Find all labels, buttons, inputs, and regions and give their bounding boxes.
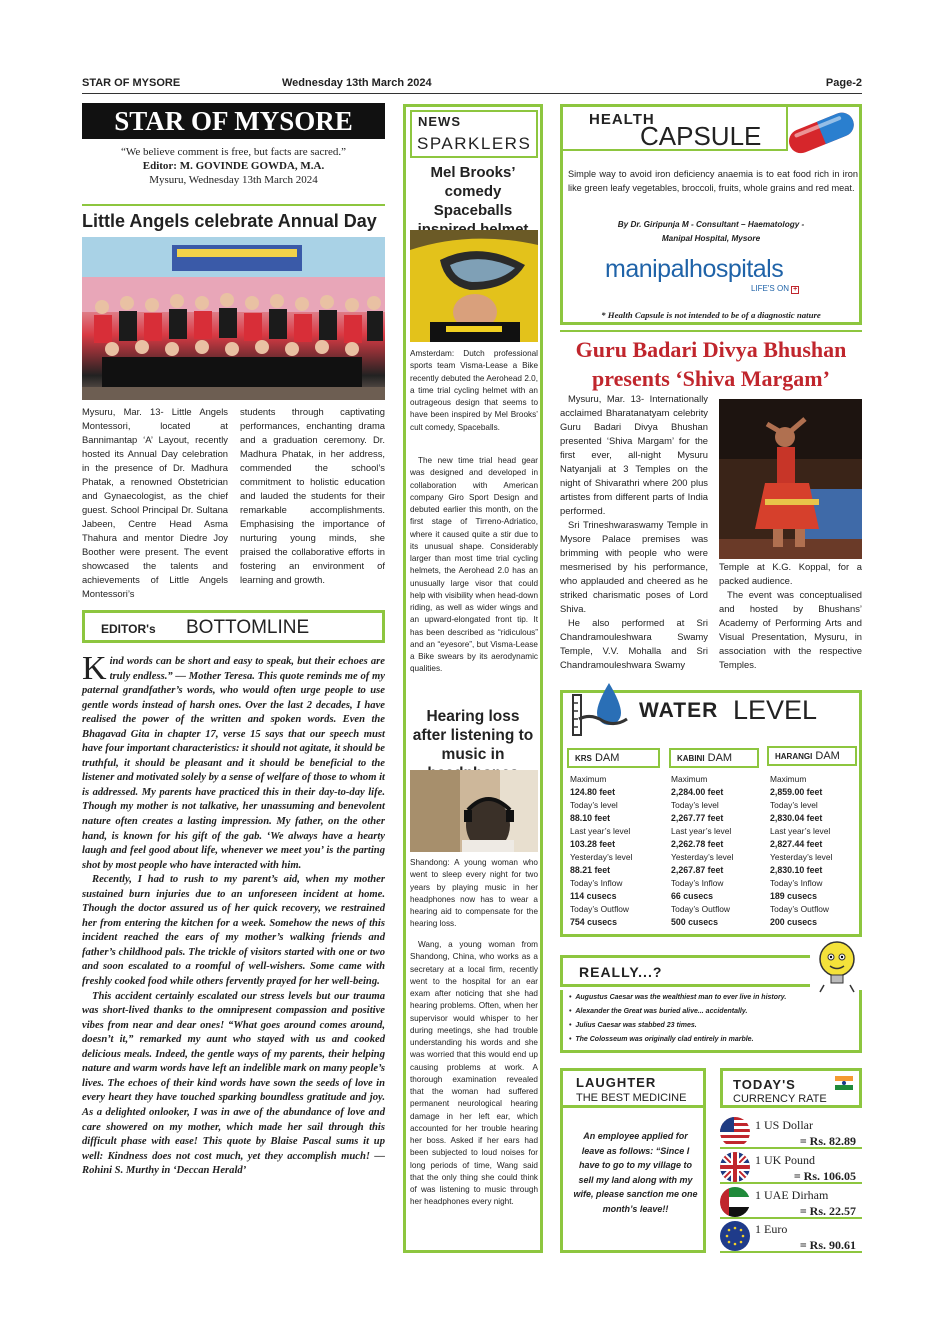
harangi-key: Today’s Inflow <box>770 878 823 888</box>
masthead-motto: “We believe comment is free, but facts are sacred.” <box>120 146 347 158</box>
bottomline-paragraph-1: ind words can be short and easy to speak, but their echoes are truly endless.” — Mother Teresa. This quote reminds me of my paternal grandfather’s words, who would often urge people to use gentle words instead of harsh ones. Over the last 2 decades, I have realised the power of the written and spoken words. Even the Bhagavad Gita in chapter 17, verse 15 says that our speech must have four important characteristics: it should not agitate, it should be truthful, it should be pleasant and it should be beneficial to the listener and motivated solely by a sense of welfare of those to whom it is addressed. My parents have practiced this in their day-to-day life. Though my mother is not talkative, her unassuming and benevolent nature often creates a lasting impression. My father, on the other hand, is known for his gift of the gab. ‘We always have a hearty laugh and feel good about life, whenever we meet you’ is the parting shot by most people who have interacted with him. <box>82 656 385 871</box>
guru-right-p1: Temple at K.G. Koppal, for a packed audience. <box>719 561 862 586</box>
harangi-row <box>770 825 862 851</box>
news-label-1: NEWS <box>418 114 461 129</box>
kabini-value: 2,262.78 feet <box>671 839 724 849</box>
krs-key: Today’s Outflow <box>570 904 629 914</box>
currency-value: = Rs. 106.05 <box>793 1169 856 1183</box>
currency-label-1: TODAY'S <box>733 1077 796 1092</box>
really-item-text: Julius Caesar was stabbed 23 times. <box>575 1022 697 1029</box>
really-item: • The Colosseum was originally clad entirely in marble. <box>569 1036 754 1043</box>
krs-row <box>570 825 665 851</box>
harangi-dam-label <box>767 746 857 766</box>
guru-right-p2: The event was conceptualised and hosted by Bhushans’ Academy of Performing Arts and Visual Presentation, Mysuru, in association with the respective Temples. <box>719 589 862 670</box>
krs-dam-label <box>567 748 660 768</box>
currency-value: = Rs. 82.89 <box>799 1134 856 1148</box>
currency-unit: 1 UAE Dirham <box>755 1188 829 1202</box>
masthead-dateline: Mysuru, Wednesday 13th March 2024 <box>149 174 318 186</box>
krs-key: Today’s Inflow <box>570 878 623 888</box>
currency-row-gbp <box>720 1152 862 1184</box>
currency-row-usd <box>720 1117 862 1149</box>
krs-dam-data <box>570 773 665 929</box>
lightbulb-icon <box>812 937 862 993</box>
kabini-key: Today’s Inflow <box>671 878 724 888</box>
health-byline-1: By Dr. Giripunja M - Consultant – Haematology - <box>617 220 805 229</box>
krs-value: 124.80 feet <box>570 787 615 797</box>
health-label-2: CAPSULE <box>640 121 762 151</box>
guru-body-left <box>560 392 708 672</box>
health-label-box <box>563 107 788 151</box>
really-label: REALLY...? <box>579 964 663 980</box>
krs-row <box>570 851 665 877</box>
harangi-value: 2,859.00 feet <box>770 787 823 797</box>
eu-flag-icon <box>720 1221 750 1251</box>
story2-headline: Hearing loss after listening to music in <box>412 708 534 763</box>
manipal-tagline <box>751 284 799 294</box>
news-sparklers-label <box>410 110 538 158</box>
harangi-value: 200 cusecs <box>770 917 817 927</box>
kabini-value: 2,267.77 feet <box>671 813 724 823</box>
harangi-dam-suffix: DAM <box>815 750 840 762</box>
masthead-editor: Editor: M. GOVINDE GOWDA, M.A. <box>142 160 325 172</box>
angels-body-col2: students through captivating performances, enchanting drama and a graduation ceremony. Dr. Madhura Phatak, in her address, commended the school’s commitment to holistic education and lauded the students for their remarkable accomplishments. Emphasising the importance of nurturing young minds, she praised the collaborative efforts in fostering an environment of learning and growth. <box>240 406 385 585</box>
harangi-key: Today’s Outflow <box>770 904 829 914</box>
health-body: Simple way to avoid iron deficiency anaemia is to eat food rich in iron like green leafy vegetables, broccoli, fruits, whole grains and red meat. <box>568 169 858 193</box>
bottomline-label-box <box>82 610 385 643</box>
masthead-motto-block <box>82 145 385 187</box>
bottomline-article <box>82 650 385 1179</box>
kabini-row <box>671 851 766 877</box>
bottomline-label-small: EDITOR's <box>101 622 156 636</box>
krs-row <box>570 799 665 825</box>
harangi-row <box>770 903 862 929</box>
us-flag-icon <box>720 1117 750 1147</box>
really-item: • Augustus Caesar was the wealthiest man to ever live in history. <box>569 994 787 1001</box>
angels-group-photo <box>82 237 385 400</box>
kabini-row <box>671 825 766 851</box>
bottomline-dropcap: K <box>82 650 107 687</box>
really-item-text: Alexander the Great was buried alive... accidentally. <box>575 1008 748 1015</box>
story1-headline: Mel Brooks’ comedy Spaceballs <box>430 164 516 219</box>
currency-row-eur <box>720 1221 862 1253</box>
krs-key: Maximum <box>570 774 607 784</box>
story1-body-2: The new time trial head gear was designed and developed in collaboration with American company Giro Sport Design and debuted earlier this month, on the first stage of Tirreno-Adriatico, where it caused quite a stir due to its unusual shape. Considerably larger than most time trial cycling helmets, the Aerohead 2.0 has an unusually large visor that could help with visibility when head-down riding, as well as wider wings and an upward-elongated front tip. It has been described as “ridiculous” and an “eyesore”, but Visma-Lease a Bike swears by its aerodynamic qualities. <box>410 456 538 674</box>
currency-row-aed <box>720 1187 862 1219</box>
kabini-value: 2,284.00 feet <box>671 787 724 797</box>
health-capsule-box <box>560 104 862 325</box>
kabini-value: 66 cusecs <box>671 891 714 901</box>
guru-dancer-photo <box>719 399 862 559</box>
currency-unit: 1 UK Pound <box>755 1153 816 1167</box>
capsule-pill-icon <box>781 109 861 155</box>
really-box <box>560 955 862 1055</box>
kabini-key: Today’s level <box>671 800 719 810</box>
guru-headline-1: Guru Badari Divya Bhushan <box>575 337 847 362</box>
news-label-2: SPARKLERS <box>417 134 532 153</box>
kabini-dam-suffix: DAM <box>707 752 733 764</box>
harangi-value: 2,830.04 feet <box>770 813 823 823</box>
currency-label-box <box>720 1068 862 1108</box>
krs-value: 88.10 feet <box>570 813 611 823</box>
bottomline-paragraph-3: This accident certainly escalated our stress levels but our trauma was short-lived thanks to the omnipresent compassion and positive vibes from near and dear ones! “What goes around comes around, doesn’t it,” remarked my aunt who stayed with us and cooked delicious meals. Indeed, the gentle ways of my parents, their helping nature and warm words have left an indelible mark on many people’s lives. The echoes of their kind words have sown the seeds of love in every heart they have touched sparking boundless gratitude and joy. As a delighted onlooker, I was in awe of the abundance of love and care showered on my mother, which made her sail through this difficult phase with ease! This quote by Blaise Pascal sums it up well: Kindness does not cost much, yet they accomplish much! — Rohini S. Murthy in ‘Deccan Herald’ <box>82 990 385 1177</box>
story1-helmet-photo <box>410 230 538 342</box>
krs-key: Today’s level <box>570 800 618 810</box>
kabini-key: Yesterday’s level <box>671 852 734 862</box>
masthead-title: STAR OF MYSORE <box>82 103 385 139</box>
harangi-value: 2,827.44 feet <box>770 839 823 849</box>
page-header <box>82 76 862 94</box>
health-byline <box>563 218 859 246</box>
harangi-row <box>770 799 862 825</box>
angels-body-col1: Mysuru, Mar. 13- Little Angels Montessori, located at Bannimantap ‘A’ Layout, recently hosted its Annual Day celebration in the presence of Dr. Madhura Phatak, a renowned Obstetrician and Gynaecologist, as the chief guest. School Principal Dr. Sultana Jabeen, Centre Head Asma Thahura and mentor Diedre Joy Boother were present. The event showcased the talents and achievements of Little Angels Montessori’s <box>82 406 228 599</box>
currency-value: = Rs. 90.61 <box>799 1238 856 1252</box>
really-item-text: The Colosseum was originally clad entirely in marble. <box>575 1036 754 1043</box>
kabini-row <box>671 903 766 929</box>
krs-dam-suffix: DAM <box>594 752 620 764</box>
india-flag-icon <box>835 1076 853 1090</box>
news-sparklers-column <box>403 104 543 1253</box>
water-label-1: WATER <box>639 699 719 722</box>
kabini-dam-label <box>669 748 759 768</box>
kabini-key: Maximum <box>671 774 708 784</box>
guru-left-p1: Mysuru, Mar. 13- Internationally acclaimed Bharatanatyam celebrity Guru Badari Divya Bhushan presented ‘Shiva Margam’ for the first ever, all-night Mysuru Natyanjali at 3 Temples on the night of Shivarathri where 200 plus artistes from different parts of India performed. <box>560 393 708 516</box>
krs-row <box>570 877 665 903</box>
laughter-joke: An employee applied for leave as follows: “Since I have to go to my village to sell my land along with my wife, please sanction me one month’s leave!! <box>573 1131 698 1214</box>
kabini-row <box>671 799 766 825</box>
story2-headphones-photo <box>410 770 538 852</box>
harangi-value: 2,830.10 feet <box>770 865 823 875</box>
manipal-tagline-text: LIFE'S ON <box>751 284 789 293</box>
plus-icon: + <box>793 286 798 293</box>
krs-value: 754 cusecs <box>570 917 617 927</box>
health-byline-2: Manipal Hospital, Mysore <box>661 234 761 243</box>
harangi-row <box>770 773 862 799</box>
story2-body-2: Wang, a young woman from Shandong, China, who works as a secretary at a local firm, recently went to the hospital for an ear exam after noticing that she had hearing problems. Often, when her supervisor would whisper to her during meetings, she had trouble understanding his words and she was worried that this would end up causing problems at work. A thorough examination revealed that the woman had suffered permanent neurological hearing damage in her left ear, which accounted for her trouble hearing her boss. Asked if her ears had been subjected to loud noises for long periods of time, Wang said that the only thing she could think of was listening to music through her headphones every night. <box>410 940 538 1207</box>
kabini-key: Today’s Outflow <box>671 904 730 914</box>
kabini-key: Last year’s level <box>671 826 732 836</box>
harangi-key: Maximum <box>770 774 807 784</box>
currency-unit: 1 US Dollar <box>755 1118 813 1132</box>
kabini-dam-name: KABINI <box>677 754 705 763</box>
kabini-value: 2,267.87 feet <box>671 865 724 875</box>
krs-row <box>570 903 665 929</box>
really-list <box>560 990 862 1053</box>
kabini-dam-data <box>671 773 766 929</box>
currency-label-2: CURRENCY RATE <box>733 1093 827 1105</box>
harangi-dam-name: HARANGI <box>775 752 813 761</box>
water-drop-icon <box>569 677 629 737</box>
really-label-box <box>560 955 810 987</box>
kabini-row <box>671 877 766 903</box>
harangi-value: 189 cusecs <box>770 891 817 901</box>
kabini-value: 500 cusecs <box>671 917 718 927</box>
krs-key: Yesterday’s level <box>570 852 633 862</box>
harangi-key: Today’s level <box>770 800 818 810</box>
harangi-key: Yesterday’s level <box>770 852 833 862</box>
krs-row <box>570 773 665 799</box>
header-paper-name: STAR OF MYSORE <box>82 77 181 89</box>
laughter-label-2: THE BEST MEDICINE <box>576 1092 687 1104</box>
harangi-row <box>770 851 862 877</box>
bottomline-paragraph-2: Recently, I had to rush to my parent’s aid, when my mother sustained burn injuries due to an unforeseen incident at home. Though the doctor assured us of her quick recovery, we restrained her from entering the kitchen for a week. Somehow the news of this incident reached the ears of my mother’s walking friends and father’s childhood pals. The trickle of visitors started with one or two and soon escalated to a roomful of well-wishers. Some came with freshly cooked food while others fervently prayed for her well-being. <box>82 874 385 988</box>
harangi-row <box>770 877 862 903</box>
water-level-box <box>560 690 862 937</box>
laughter-joke-box <box>560 1105 706 1253</box>
uae-flag-icon <box>720 1187 750 1217</box>
harangi-key: Last year’s level <box>770 826 831 836</box>
harangi-dam-data <box>770 773 862 929</box>
krs-value: 88.21 feet <box>570 865 611 875</box>
bottomline-label-big: BOTTOMLINE <box>186 617 310 638</box>
health-disclaimer: * Health Capsule is not intended to be of a diagnostic nature <box>601 310 821 320</box>
currency-unit: 1 Euro <box>755 1222 788 1236</box>
story2-body-1: Shandong: A young woman who went to sleep every night for two years by playing music in her headphones now has to wear a hearing aid to compensate for the hearing loss. <box>410 858 538 929</box>
water-label-2: LEVEL <box>733 695 818 725</box>
krs-value: 103.28 feet <box>570 839 615 849</box>
manipal-logo: manipalhospitals <box>605 255 784 283</box>
laughter-label-box <box>560 1068 706 1108</box>
guru-left-p3: He also performed at Sri Chandramouleshwara Swamy Temple, V.V. Mohalla and Sri Chandramouleshwara Swamy <box>560 617 708 670</box>
guru-left-p2: Sri Trineshwaraswamy Temple in Mysore Palace premises was brimming with people who were mesmerised by his performance, who applauded and cheered as he striked charismatic poses of Lord Shiva. <box>560 519 708 614</box>
story1-body-1: Amsterdam: Dutch professional sports team Visma-Lease a Bike recently debuted the Aerohead 2.0, a time trial cycling helmet with an outrageous design that seems to have been inspired by Mel Brooks’ cult comedy, Spaceballs. <box>410 349 538 432</box>
really-item: • Julius Caesar was stabbed 23 times. <box>569 1022 697 1029</box>
angels-headline: Little Angels celebrate Annual Day <box>82 204 385 232</box>
header-page-number: Page-2 <box>825 77 862 89</box>
really-item: • Alexander the Great was buried alive... accidentally. <box>569 1008 748 1015</box>
krs-value: 114 cusecs <box>570 891 617 901</box>
uk-flag-icon <box>720 1152 750 1182</box>
krs-dam-name: KRS <box>575 754 592 763</box>
krs-key: Last year’s level <box>570 826 631 836</box>
guru-headline-2: presents ‘Shiva Margam’ <box>592 366 830 391</box>
guru-body-right <box>719 560 862 672</box>
header-date: Wednesday 13th March 2024 <box>282 77 432 89</box>
really-item-text: Augustus Caesar was the wealthiest man to ever live in history. <box>575 994 787 1001</box>
guru-headline <box>560 330 862 393</box>
kabini-row <box>671 773 766 799</box>
currency-value: = Rs. 22.57 <box>799 1204 856 1218</box>
health-label-1: HEALTH <box>589 111 655 128</box>
laughter-label-1: LAUGHTER <box>576 1075 657 1090</box>
